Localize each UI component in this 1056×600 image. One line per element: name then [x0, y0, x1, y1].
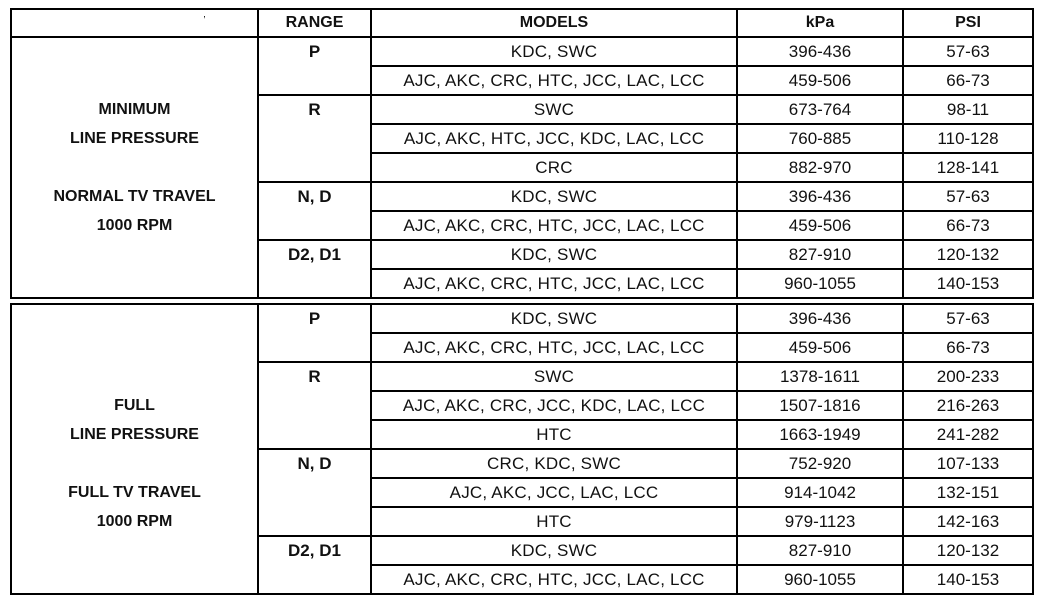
kpa-cell: 396-436 [737, 304, 903, 333]
table-row [11, 304, 1033, 333]
models-cell: AJC, AKC, CRC, HTC, JCC, LAC, LCC [371, 269, 737, 298]
test-condition-line: MINIMUM [98, 101, 171, 118]
kpa-cell: 459-506 [737, 211, 903, 240]
kpa-cell: 673-764 [737, 95, 903, 124]
kpa-cell: 827-910 [737, 240, 903, 269]
kpa-cell: 914-1042 [737, 478, 903, 507]
range-cell: D2, D1 [258, 536, 371, 594]
test-condition-line: NORMAL TV TRAVEL [53, 188, 216, 205]
range-cell: N, D [258, 182, 371, 240]
kpa-cell: 827-910 [737, 536, 903, 565]
kpa-cell: 1663-1949 [737, 420, 903, 449]
psi-cell: 66-73 [903, 333, 1033, 362]
line-pressure-table [10, 8, 1034, 595]
kpa-cell: 760-885 [737, 124, 903, 153]
psi-cell: 142-163 [903, 507, 1033, 536]
test-condition-line: LINE PRESSURE [70, 426, 199, 443]
models-cell: KDC, SWC [371, 304, 737, 333]
test-condition-line: FULL TV TRAVEL [68, 484, 201, 501]
models-cell: AJC, AKC, CRC, HTC, JCC, LAC, LCC [371, 565, 737, 594]
test-condition-line [12, 362, 257, 391]
header-range: RANGE [258, 9, 371, 37]
range-cell: P [258, 304, 371, 362]
models-cell: KDC, SWC [371, 240, 737, 269]
psi-cell: 57-63 [903, 37, 1033, 66]
header-kpa: kPa [737, 9, 903, 37]
test-condition-line [12, 449, 257, 478]
header-row [11, 9, 1033, 37]
psi-cell: 66-73 [903, 211, 1033, 240]
kpa-cell: 1378-1611 [737, 362, 903, 391]
test-condition-cell [11, 304, 258, 594]
table-row [11, 37, 1033, 66]
psi-cell: 110-128 [903, 124, 1033, 153]
models-cell: AJC, AKC, CRC, HTC, JCC, LAC, LCC [371, 66, 737, 95]
models-cell: AJC, AKC, JCC, LAC, LCC [371, 478, 737, 507]
test-condition-line: LINE PRESSURE [70, 130, 199, 147]
psi-cell: 241-282 [903, 420, 1033, 449]
psi-cell: 132-151 [903, 478, 1033, 507]
models-cell: KDC, SWC [371, 182, 737, 211]
psi-cell: 120-132 [903, 240, 1033, 269]
models-cell: SWC [371, 95, 737, 124]
range-cell: P [258, 37, 371, 95]
psi-cell: 98-11 [903, 95, 1033, 124]
range-cell: R [258, 362, 371, 449]
test-condition-line [12, 153, 257, 182]
models-cell: AJC, AKC, CRC, HTC, JCC, LAC, LCC [371, 211, 737, 240]
line-pressure-table-sheet [10, 8, 1032, 590]
models-cell: CRC, KDC, SWC [371, 449, 737, 478]
kpa-cell: 752-920 [737, 449, 903, 478]
psi-cell: 200-233 [903, 362, 1033, 391]
header-psi: PSI [903, 9, 1033, 37]
kpa-cell: 459-506 [737, 333, 903, 362]
header-corner: ’ [11, 9, 258, 37]
models-cell: KDC, SWC [371, 37, 737, 66]
psi-cell: 57-63 [903, 182, 1033, 211]
models-cell: CRC [371, 153, 737, 182]
models-cell: KDC, SWC [371, 536, 737, 565]
psi-cell: 128-141 [903, 153, 1033, 182]
kpa-cell: 882-970 [737, 153, 903, 182]
test-condition-line: FULL [114, 397, 155, 414]
psi-cell: 216-263 [903, 391, 1033, 420]
range-cell: N, D [258, 449, 371, 536]
models-cell: AJC, AKC, CRC, HTC, JCC, LAC, LCC [371, 333, 737, 362]
kpa-cell: 396-436 [737, 182, 903, 211]
psi-cell: 66-73 [903, 66, 1033, 95]
test-condition-cell [11, 37, 258, 298]
range-cell: D2, D1 [258, 240, 371, 298]
kpa-cell: 960-1055 [737, 565, 903, 594]
table-body [11, 37, 1033, 594]
models-cell: HTC [371, 420, 737, 449]
models-cell: SWC [371, 362, 737, 391]
models-cell: HTC [371, 507, 737, 536]
psi-cell: 140-153 [903, 269, 1033, 298]
models-cell: AJC, AKC, HTC, JCC, KDC, LAC, LCC [371, 124, 737, 153]
kpa-cell: 1507-1816 [737, 391, 903, 420]
kpa-cell: 960-1055 [737, 269, 903, 298]
kpa-cell: 459-506 [737, 66, 903, 95]
test-condition-line: 1000 RPM [96, 217, 173, 234]
psi-cell: 140-153 [903, 565, 1033, 594]
models-cell: AJC, AKC, CRC, JCC, KDC, LAC, LCC [371, 391, 737, 420]
range-cell: R [258, 95, 371, 182]
psi-cell: 57-63 [903, 304, 1033, 333]
psi-cell: 120-132 [903, 536, 1033, 565]
psi-cell: 107-133 [903, 449, 1033, 478]
test-condition-line: 1000 RPM [96, 513, 173, 530]
kpa-cell: 396-436 [737, 37, 903, 66]
header-models: MODELS [371, 9, 737, 37]
kpa-cell: 979-1123 [737, 507, 903, 536]
